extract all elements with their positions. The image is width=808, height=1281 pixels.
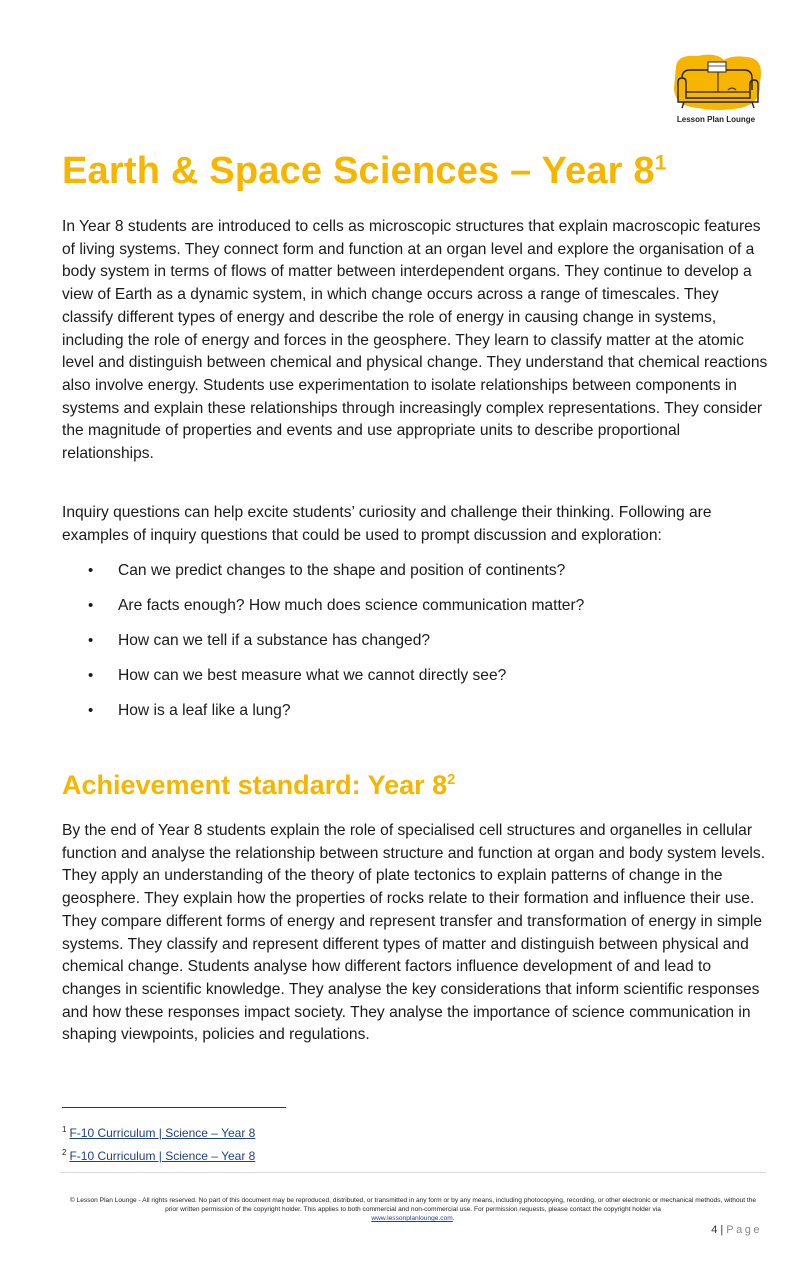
- list-item: [62, 665, 762, 700]
- copyright-period: .: [452, 1215, 455, 1222]
- footnote-divider: [62, 1107, 286, 1108]
- page-title-text: Earth & Space Sciences – Year 8: [62, 150, 655, 192]
- page-number: [711, 1224, 762, 1236]
- intro-paragraph: In Year 8 students are introduced to cells as microscopic structures that explain macroscopic features of living systems. They connect form and function at an organ level and explore the organisation of a body system in terms of flows of matter between interdependent organs. They continue to develop a view of Earth as a dynamic system, in which change occurs across a range of timescales. They classify different types of energy and describe the role of energy in causing change in systems, including the role of energy and forces in the geosphere. They learn to classify matter at the atomic level and distinguish between chemical and physical change. They understand that chemical reactions also involve energy. Students use experimentation to isolate relationships between components in systems and explain these relationships through increasingly complex representations. They consider the magnitude of properties and events and use appropriate units to describe proportional relationships.: [62, 218, 768, 463]
- question-text: How is a leaf like a lung?: [118, 702, 291, 719]
- question-text: Are facts enough? How much does science communication matter?: [118, 597, 585, 614]
- question-text: How can we tell if a substance has changed?: [118, 632, 431, 649]
- footnote-link[interactable]: F-10 Curriculum | Science – Year 8: [69, 1126, 256, 1140]
- sofa-logo-icon: [668, 52, 768, 114]
- bullet-icon: •: [88, 632, 94, 649]
- footnote-2: [62, 1143, 255, 1166]
- achievement-footnote-ref[interactable]: 2: [447, 772, 456, 788]
- footer-divider: [60, 1172, 766, 1173]
- page-separator: |: [717, 1224, 727, 1236]
- page-title: [62, 150, 667, 193]
- page-label: Page: [726, 1224, 762, 1236]
- list-item: [62, 700, 762, 735]
- list-item: [62, 595, 762, 630]
- copyright-notice: [68, 1196, 758, 1223]
- bullet-icon: •: [88, 667, 94, 684]
- footnote-number: 1: [62, 1125, 67, 1134]
- inquiry-paragraph: Inquiry questions can help excite students’ curiosity and challenge their thinking. Following are examples of inquiry questions that could be used to prompt discussion and exploration:: [62, 504, 712, 544]
- achievement-heading: [62, 770, 455, 801]
- inquiry-question-list: [62, 560, 762, 735]
- bullet-icon: •: [88, 597, 94, 614]
- footnote-1: [62, 1120, 255, 1143]
- bullet-icon: •: [88, 562, 94, 579]
- footnote-number: 2: [62, 1148, 67, 1157]
- footnote-link[interactable]: F-10 Curriculum | Science – Year 8: [69, 1149, 256, 1163]
- page-number-value: 4: [711, 1224, 718, 1236]
- title-footnote-ref[interactable]: 1: [654, 151, 667, 175]
- list-item: [62, 630, 762, 665]
- question-text: How can we best measure what we cannot directly see?: [118, 667, 507, 684]
- copyright-text: © Lesson Plan Lounge - All rights reserved. No part of this document may be reproduced, distributed, or transmitted in any form or by any means, including photocopying, recording, or other electronic or mechanical methods, without the prior written permission of the copyright holder. This applies to both commercial and non-commercial use. For permission requests, please contact the copyright holder via: [69, 1197, 757, 1213]
- achievement-heading-text: Achievement standard: Year 8: [62, 770, 448, 800]
- website-link[interactable]: www.lessonplanlounge.com: [371, 1215, 453, 1222]
- list-item: [62, 560, 762, 595]
- bullet-icon: •: [88, 702, 94, 719]
- question-text: Can we predict changes to the shape and position of continents?: [118, 562, 566, 579]
- achievement-paragraph: By the end of Year 8 students explain the role of specialised cell structures and organelles in cellular function and analyse the relationship between structure and function at organ and body system levels. They apply an understanding of the theory of plate tectonics to explain patterns of change in the geosphere. They explain how the properties of rocks relate to their formation and influence their use. They compare different forms of energy and represent transfer and transformation of energy in simple systems. They classify and represent different types of matter and distinguish between physical and chemical change. Students analyse how different factors influence development of and lead to changes in scientific knowledge. They analyse the key considerations that inform scientific responses and how these responses impact society. They analyse the importance of science communication in shaping viewpoints, policies and regulations.: [62, 822, 766, 1044]
- logo: [668, 52, 768, 132]
- footnotes: [62, 1120, 255, 1166]
- logo-text: Lesson Plan Lounge: [676, 115, 756, 124]
